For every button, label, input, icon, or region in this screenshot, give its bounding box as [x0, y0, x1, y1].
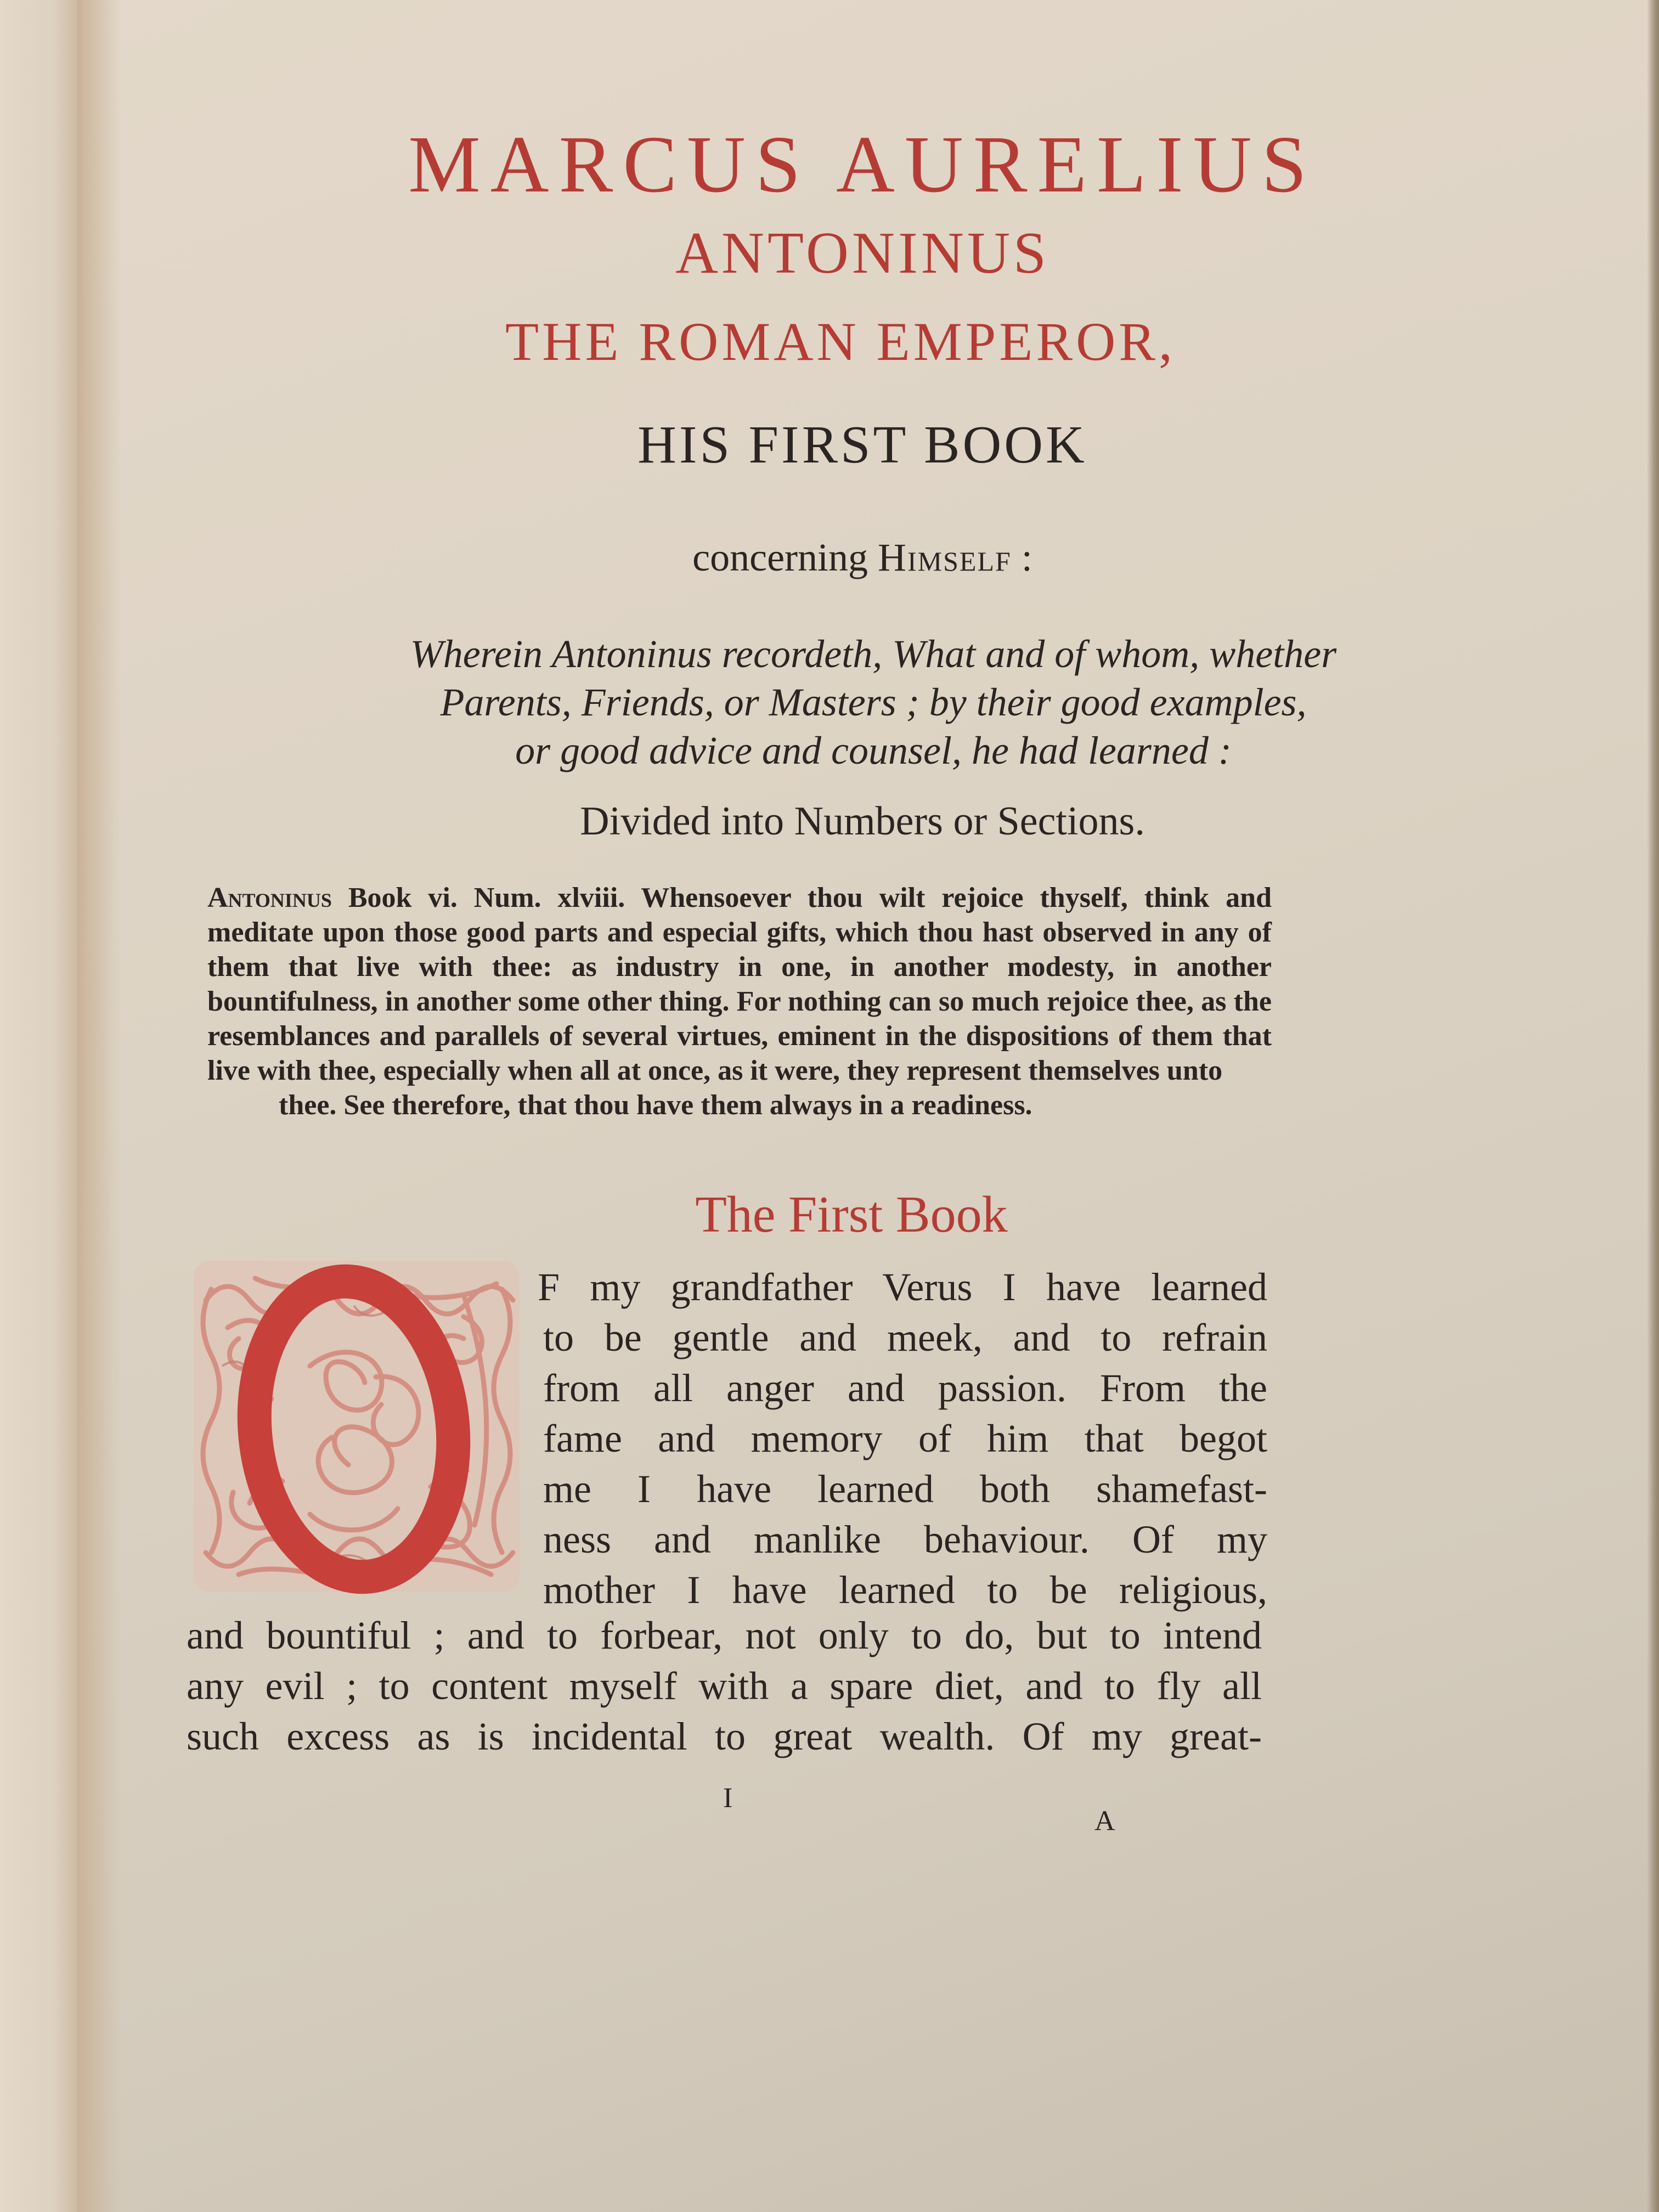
epigraph-quotation	[207, 881, 1272, 1122]
epigraph-source-ref: Book vi. Num. xlviii.	[331, 882, 625, 913]
concerning-himself: Himself	[878, 535, 1012, 579]
body-line: fame and memory of him that begot	[543, 1417, 1267, 1460]
epigraph-last-line: thee. See therefore, that thou have them always in a readiness.	[279, 1090, 1032, 1121]
body-line: ness and manlike behaviour. Of my	[543, 1517, 1267, 1561]
signature-mark: A	[1094, 1805, 1115, 1837]
body-line: to be gentle and meek, and to refrain	[543, 1316, 1267, 1359]
wherein-line: or good advice and counsel, he had learned :	[515, 729, 1232, 772]
wherein-line: Wherein Antoninus recordeth, What and of whom, whether	[410, 632, 1337, 676]
ornamental-drop-cap-o-icon	[189, 1256, 524, 1596]
body-line: such excess as is incidental to great wealth. Of my great-	[187, 1714, 1262, 1758]
body-paragraph-full-width	[187, 1610, 1262, 1762]
epigraph-text: Whensoever thou wilt rejoice thyself, think and meditate upon those good parts and especial gifts, which thou hast observed in any of them that live with thee: as industry in one, in another modesty, in another bountifulness, in another some other thing. For nothing can so much rejoice thee, as the resemblances and parallels of several virtues, eminent in the dispositions of them that live with thee, especially when all at once, as it were, they represent themselves unto	[207, 882, 1272, 1086]
epigraph-source-name: Antoninus	[207, 882, 332, 913]
divided-note: Divided into Numbers or Sections.	[580, 799, 1145, 844]
page-number: I	[723, 1782, 733, 1814]
body-line: any evil ; to content myself with a spare diet, and to fly all	[187, 1664, 1262, 1708]
body-line: F my grandfather Verus I have learned	[538, 1265, 1267, 1309]
body-line: from all anger and passion. From the	[543, 1366, 1267, 1410]
body-line: and bountiful ; and to forbear, not only to do, but to intend	[187, 1613, 1262, 1657]
section-title: The First Book	[695, 1186, 1008, 1243]
concerning-suffix: :	[1011, 535, 1032, 579]
title-roman-emperor: THE ROMAN EMPEROR,	[505, 311, 1176, 372]
title-his-first-book: HIS FIRST BOOK	[637, 415, 1087, 475]
body-line: me I have learned both shamefast-	[543, 1467, 1267, 1511]
title-antoninus: ANTONINUS	[675, 221, 1049, 286]
subtitle-concerning-himself	[0, 535, 1659, 580]
body-line: mother I have learned to be religious,	[543, 1568, 1267, 1612]
body-paragraph-indented	[538, 1262, 1267, 1615]
wherein-line: Parents, Friends, or Masters ; by their good examples,	[440, 680, 1307, 724]
wherein-description	[0, 630, 1659, 775]
concerning-prefix: concerning	[692, 535, 868, 579]
title-marcus-aurelius: MARCUS AURELIUS	[408, 120, 1317, 210]
